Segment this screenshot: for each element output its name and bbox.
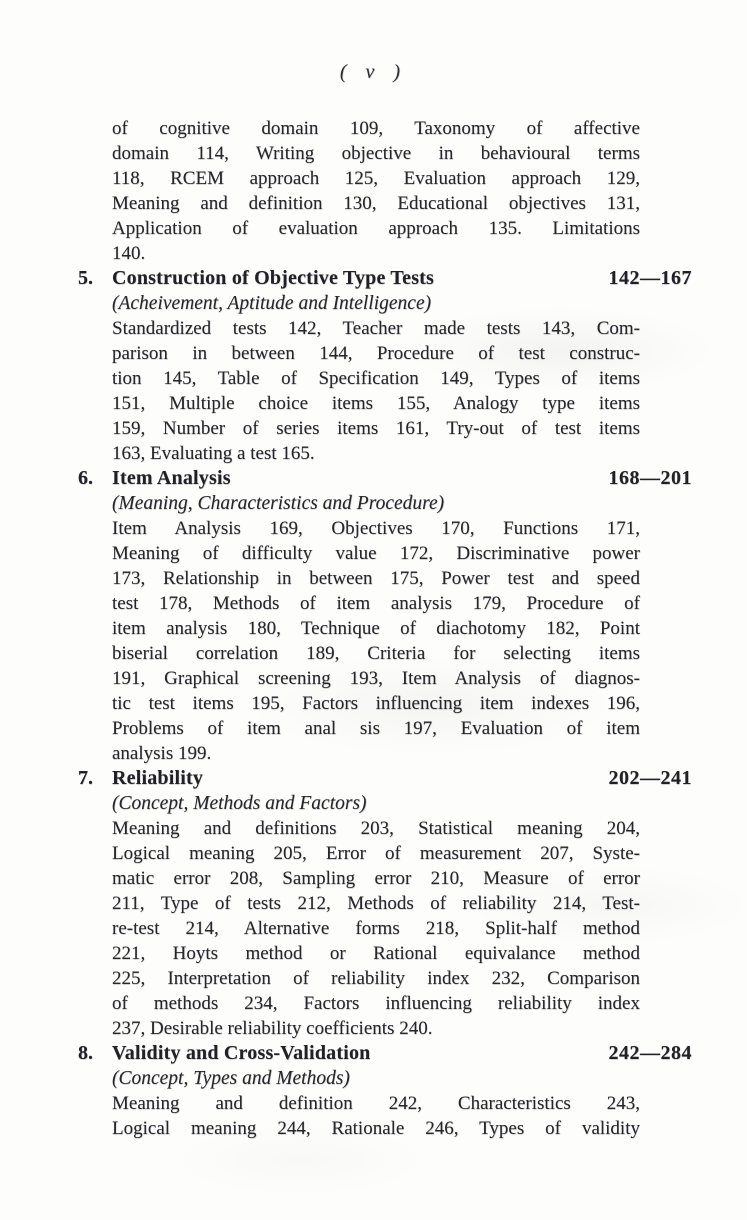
text-line: biserial correlation 189, Criteria for selecting items [112, 643, 640, 664]
toc-entry-heading [78, 1041, 692, 1066]
text-line: 118, RCEM approach 125, Evaluation approach 129, [112, 168, 640, 189]
chapter-number: 6. [78, 467, 93, 489]
text-line: re-test 214, Alternative forms 218, Split-half method [112, 918, 640, 939]
chapter-subtitle: (Concept, Types and Methods) [112, 1068, 350, 1089]
text-line: 173, Relationship in between 175, Power test and speed [112, 568, 640, 589]
chapter-title: Reliability [112, 767, 204, 789]
toc-entry-heading [78, 466, 692, 491]
toc-entry-5 [78, 266, 692, 466]
chapter-number: 7. [78, 767, 93, 789]
toc-entry-8 [78, 1041, 692, 1141]
chapter-page-range: 142—167 [608, 267, 692, 289]
text-line: matic error 208, Sampling error 210, Measure of error [112, 868, 640, 889]
text-line: 211, Type of tests 212, Methods of reliability 214, Test- [112, 893, 640, 914]
text-line: 225, Interpretation of reliability index 232, Comparison [112, 968, 640, 989]
text-line: tion 145, Table of Specification 149, Types of items [112, 368, 640, 389]
text-line: analysis 199. [112, 743, 212, 764]
text-line: tic test items 195, Factors influencing item indexes 196, [112, 693, 640, 714]
text-line: parison in between 144, Procedure of test construc- [112, 343, 640, 364]
text-line: Logical meaning 244, Rationale 246, Types of validity [112, 1118, 640, 1139]
text-line: 163, Evaluating a test 165. [112, 443, 315, 464]
text-line: Meaning and definition 242, Characteristics 243, [112, 1093, 640, 1114]
toc-entry-heading [78, 266, 692, 291]
chapter-topics [112, 1091, 640, 1141]
text-line: Application of evaluation approach 135. Limitations [112, 218, 640, 239]
table-of-contents [78, 116, 692, 1141]
text-line: 237, Desirable reliability coefficients 240. [112, 1018, 433, 1039]
chapter-4-continuation-text [112, 116, 640, 266]
chapter-subtitle: (Meaning, Characteristics and Procedure) [112, 493, 445, 514]
chapter-title: Item Analysis [112, 467, 231, 489]
text-line: Logical meaning 205, Error of measurement 207, Syste- [112, 843, 640, 864]
page-number-roman: ( v ) [339, 61, 408, 83]
chapter-page-range: 168—201 [608, 467, 692, 489]
text-line: Meaning and definition 130, Educational objectives 131, [112, 193, 640, 214]
toc-entry-7 [78, 766, 692, 1041]
chapter-topics [112, 816, 640, 1041]
text-line: Item Analysis 169, Objectives 170, Functions 171, [112, 518, 640, 539]
text-line: 140. [112, 243, 146, 264]
text-line: 151, Multiple choice items 155, Analogy type items [112, 393, 640, 414]
chapter-topics [112, 516, 640, 766]
text-line: 191, Graphical screening 193, Item Analysis of diagnos- [112, 668, 640, 689]
chapter-title: Validity and Cross-Validation [112, 1042, 371, 1064]
text-line: domain 114, Writing objective in behavioural terms [112, 143, 640, 164]
chapter-subtitle: (Concept, Methods and Factors) [112, 793, 367, 814]
text-line: Standardized tests 142, Teacher made tests 143, Com- [112, 318, 640, 339]
text-line: of cognitive domain 109, Taxonomy of affective [112, 118, 640, 139]
chapter-number: 8. [78, 1042, 93, 1064]
toc-entry-heading [78, 766, 692, 791]
chapter-page-range: 202—241 [608, 767, 692, 789]
chapter-page-range: 242—284 [608, 1042, 692, 1064]
text-line: item analysis 180, Technique of diachotomy 182, Point [112, 618, 640, 639]
text-line: Meaning of difficulty value 172, Discriminative power [112, 543, 640, 564]
text-line: 221, Hoyts method or Rational equivalance method [112, 943, 640, 964]
text-line: 159, Number of series items 161, Try-out of test items [112, 418, 640, 439]
chapter-subtitle: (Acheivement, Aptitude and Intelligence) [112, 293, 432, 314]
text-line: test 178, Methods of item analysis 179, Procedure of [112, 593, 640, 614]
text-line: Meaning and definitions 203, Statistical meaning 204, [112, 818, 640, 839]
text-line: of methods 234, Factors influencing reliability index [112, 993, 640, 1014]
chapter-number: 5. [78, 267, 93, 289]
toc-entry-6 [78, 466, 692, 766]
chapter-topics [112, 316, 640, 466]
text-line: Problems of item anal sis 197, Evaluation of item [112, 718, 640, 739]
chapter-title: Construction of Objective Type Tests [112, 267, 435, 289]
